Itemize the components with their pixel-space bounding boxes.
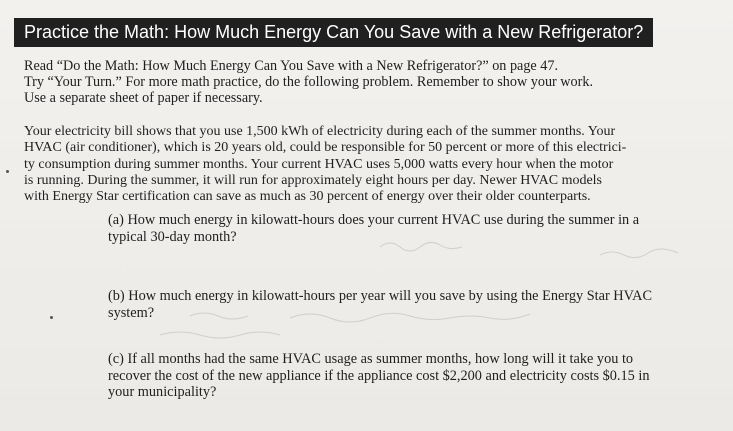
instruction-line: Use a separate sheet of paper if necessary.: [24, 90, 263, 106]
instruction-line: Read “Do the Math: How Much Energy Can You Save with a New Refrigerator?” on page 47.: [24, 58, 559, 74]
problem-line: is running. During the summer, it will run for approximately eight hours per day. Newer HVAC models: [24, 172, 603, 188]
problem-line: with Energy Star certification can save as much as 30 percent of energy over their older counterparts.: [24, 189, 591, 205]
instruction-line: Try “Your Turn.” For more math practice, do the following problem. Remember to show your work.: [24, 74, 594, 90]
problem-statement: [24, 124, 724, 205]
margin-dot: [50, 316, 53, 319]
problem-line: HVAC (air conditioner), which is 20 years old, could be responsible for 50 percent or more of this electrici-: [24, 140, 627, 156]
margin-dot: [6, 170, 9, 173]
question-line: recover the cost of the new appliance if the appliance cost $2,200 and electricity costs $0.15 in: [108, 367, 650, 384]
question-line: typical 30-day month?: [108, 228, 237, 245]
question-c: [108, 351, 650, 401]
question-line: (c) If all months had the same HVAC usage as summer months, how long will it take you to: [108, 351, 634, 367]
worksheet-title: Practice the Math: How Much Energy Can You Save with a New Refrigerator?: [14, 18, 653, 47]
instructions: [24, 58, 714, 106]
question-line: your municipality?: [108, 384, 217, 400]
problem-line: ty consumption during summer months. Your current HVAC uses 5,000 watts every hour when the motor: [24, 156, 614, 172]
question-a: [108, 212, 639, 245]
question-line: (a) How much energy in kilowatt-hours does your current HVAC use during the summer in a: [108, 212, 640, 228]
question-line: (b) How much energy in kilowatt-hours per year will you save by using the Energy Star HVAC: [108, 288, 652, 304]
question-line: system?: [108, 304, 155, 321]
question-b: [108, 288, 652, 321]
problem-line: Your electricity bill shows that you use 1,500 kWh of electricity during each of the summer months. Your: [24, 124, 616, 139]
